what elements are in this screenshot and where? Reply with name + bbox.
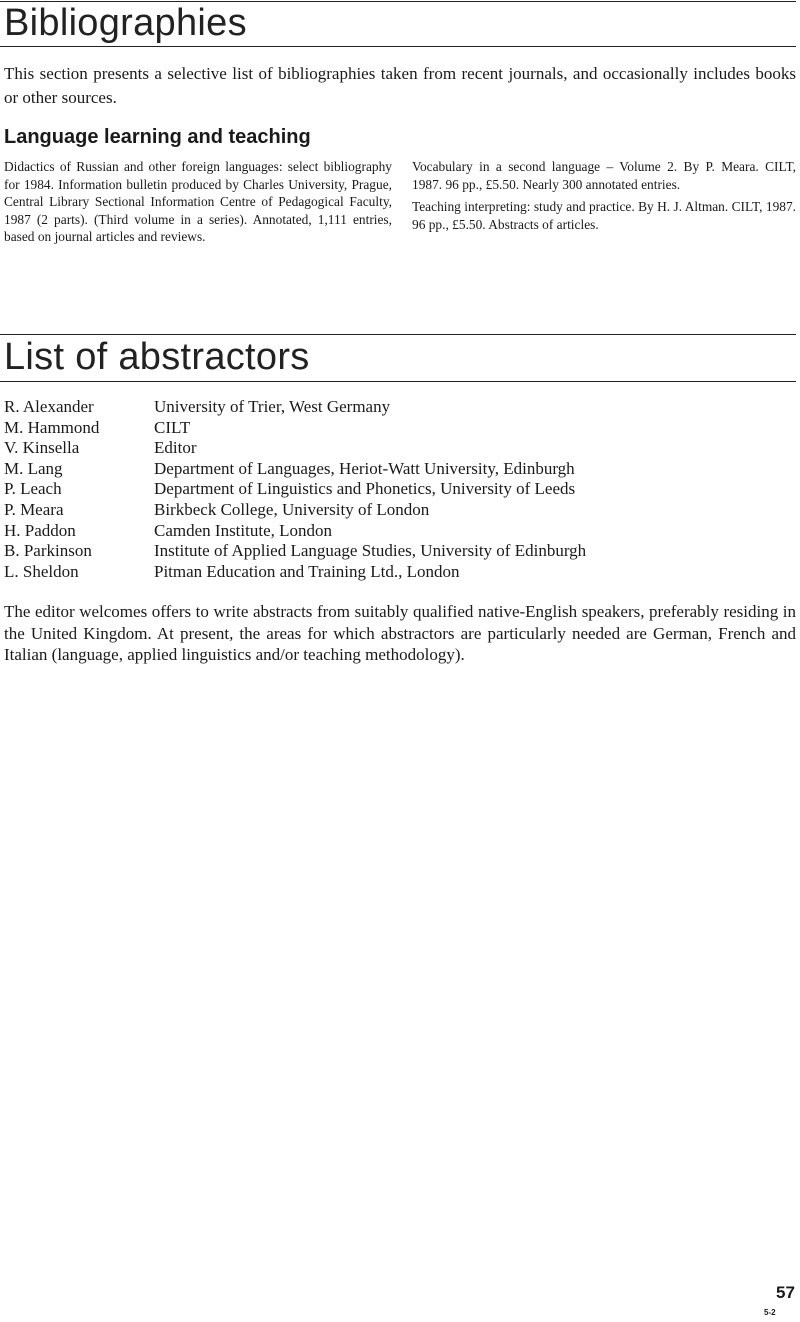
abstractor-row xyxy=(4,500,764,521)
bibliography-entry: Vocabulary in a second language – Volume 2. By P. Meara. CILT, 1987. 96 pp., £5.50. Nearly 300 annotated entries. xyxy=(412,159,796,192)
bibliographies-title-underline xyxy=(0,46,796,47)
abstractors-title: List of abstractors xyxy=(4,336,310,378)
abstractors-closing-note: The editor welcomes offers to write abstracts from suitably qualified native-English speakers, preferably residing in the United Kingdom. At present, the areas for which abstractors are particularly needed are German, French and Italian (language, applied linguistics and/or teaching methodology). xyxy=(4,602,796,664)
abstractor-row xyxy=(4,459,764,480)
abstractor-name: P. Leach xyxy=(4,479,62,499)
abstractor-affiliation: Birkbeck College, University of London xyxy=(154,499,430,519)
bibliographies-title: Bibliographies xyxy=(4,2,247,44)
abstractor-affiliation: Editor xyxy=(154,438,197,458)
abstractor-row xyxy=(4,541,764,562)
abstractor-row xyxy=(4,521,764,542)
abstractor-row xyxy=(4,418,764,439)
abstractor-affiliation: Pitman Education and Training Ltd., London xyxy=(154,561,460,581)
abstractor-name: L. Sheldon xyxy=(4,561,79,581)
abstractor-affiliation: Department of Languages, Heriot-Watt University, Edinburgh xyxy=(154,458,575,478)
abstractor-affiliation: CILT xyxy=(154,417,191,437)
abstractor-row xyxy=(4,438,764,459)
signature-mark: 5-2 xyxy=(764,1308,776,1317)
page-number: 57 xyxy=(776,1283,795,1302)
bibliography-entry: Didactics of Russian and other foreign languages: select bibliography for 1984. Information bulletin produced by Charles University, Prague, Central Library Sectional Information Centre of Pedagogical Faculty, 1987 (2 parts). (Third volume in a series). Annotated, 1,111 entries, based on journal articles and reviews. xyxy=(4,159,392,244)
abstractor-name: M. Hammond xyxy=(4,417,100,437)
abstractor-row xyxy=(4,479,764,500)
abstractor-name: P. Meara xyxy=(4,499,64,519)
abstractor-name: H. Paddon xyxy=(4,520,76,540)
abstractor-name: V. Kinsella xyxy=(4,438,80,458)
abstractor-row xyxy=(4,562,764,583)
abstractor-row xyxy=(4,397,764,418)
abstractor-name: B. Parkinson xyxy=(4,541,92,561)
bibliography-entry: Teaching interpreting: study and practice. By H. J. Altman. CILT, 1987. 96 pp., £5.50. Abstracts of articles. xyxy=(412,199,796,232)
abstractor-affiliation: Institute of Applied Language Studies, University of Edinburgh xyxy=(154,541,587,561)
abstractors-title-underline xyxy=(0,381,796,382)
section-subheading: Language learning and teaching xyxy=(4,126,311,148)
abstractor-affiliation: Department of Linguistics and Phonetics, University of Leeds xyxy=(154,479,576,499)
abstractor-affiliation: Camden Institute, London xyxy=(154,520,333,540)
abstractor-name: R. Alexander xyxy=(4,397,94,416)
bibliographies-intro: This section presents a selective list of bibliographies taken from recent journals, and occasionally includes books or other sources. xyxy=(4,64,796,107)
abstractor-name: M. Lang xyxy=(4,458,63,478)
abstractor-affiliation: University of Trier, West Germany xyxy=(154,397,391,416)
abstractors-table xyxy=(4,397,764,582)
